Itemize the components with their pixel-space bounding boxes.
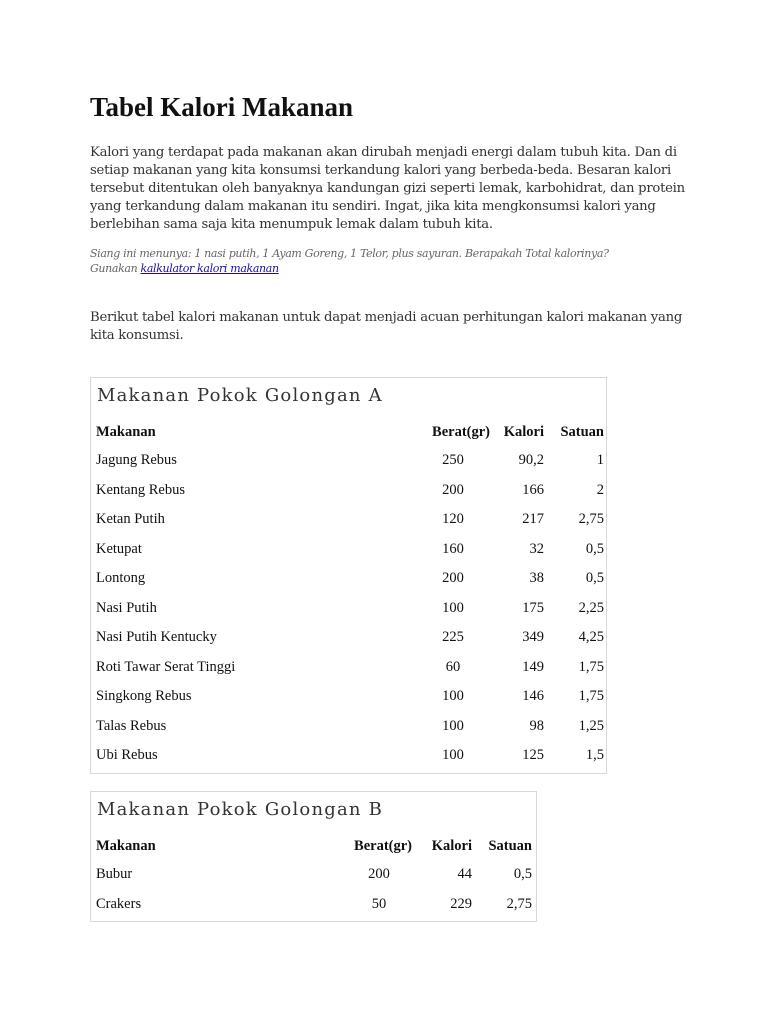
table-golongan-a [90, 377, 607, 774]
table-row [96, 682, 604, 712]
cell-kalori: 98 [529, 717, 544, 734]
cell-satuan: 1,75 [578, 658, 604, 675]
cell-makanan: Kentang Rebus [96, 481, 185, 498]
menu-note [90, 246, 690, 276]
header-berat: Berat(gr) [432, 423, 490, 440]
cell-makanan: Ubi Rebus [96, 747, 158, 764]
header-berat: Berat(gr) [354, 837, 412, 854]
table-row [96, 594, 604, 624]
cell-kalori: 38 [529, 570, 544, 587]
cell-satuan: 0,5 [585, 570, 604, 587]
header-makanan: Makanan [96, 837, 156, 854]
table-row [96, 505, 604, 535]
table-row [96, 476, 604, 506]
table-row [96, 741, 604, 771]
page-title: Tabel Kalori Makanan [90, 92, 354, 122]
table-row [96, 712, 604, 742]
cell-makanan: Crakers [96, 895, 142, 912]
cell-makanan: Ketan Putih [96, 511, 165, 528]
cell-makanan: Jagung Rebus [96, 452, 177, 469]
cell-kalori: 217 [522, 511, 544, 528]
cell-berat: 225 [442, 629, 464, 646]
calorie-table [96, 832, 532, 919]
cell-makanan: Bubur [96, 866, 133, 883]
cell-makanan: Lontong [96, 570, 146, 587]
cell-satuan: 2,75 [578, 511, 604, 528]
calorie-table [96, 418, 604, 771]
lead-paragraph: Berikut tabel kalori makanan untuk dapat menjadi acuan perhitungan kalori makanan yang kita konsumsi. [90, 310, 683, 343]
cell-makanan: Roti Tawar Serat Tinggi [96, 658, 236, 675]
cell-kalori: 32 [529, 540, 544, 557]
cell-berat: 200 [442, 481, 464, 498]
cell-kalori: 229 [450, 895, 472, 912]
cell-satuan: 1,25 [578, 717, 604, 734]
header-satuan: Satuan [488, 837, 532, 854]
table-row [96, 535, 604, 565]
cell-satuan: 1 [596, 452, 604, 469]
table-title: Makanan Pokok Golongan A [97, 385, 383, 406]
cell-satuan: 2,25 [578, 599, 604, 616]
cell-berat: 100 [442, 688, 464, 705]
cell-kalori: 166 [522, 481, 544, 498]
cell-satuan: 0,5 [585, 540, 604, 557]
cell-berat: 120 [442, 511, 464, 528]
cell-berat: 160 [442, 540, 464, 557]
cell-berat: 100 [442, 747, 464, 764]
cell-berat: 60 [445, 658, 461, 675]
header-kalori: Kalori [431, 837, 472, 854]
cell-kalori: 90,2 [518, 452, 544, 469]
cell-satuan: 1,75 [578, 688, 604, 705]
cell-satuan: 2,75 [506, 895, 532, 912]
cell-berat: 100 [442, 717, 464, 734]
cell-kalori: 125 [522, 747, 544, 764]
cell-satuan: 1,5 [585, 747, 604, 764]
cell-kalori: 349 [522, 629, 544, 646]
cell-makanan: Nasi Putih [96, 599, 157, 616]
cell-kalori: 44 [457, 866, 472, 883]
table-row [96, 564, 604, 594]
cell-kalori: 175 [522, 599, 544, 616]
cell-satuan: 4,25 [578, 629, 604, 646]
cell-kalori: 149 [522, 658, 544, 675]
cell-berat: 200 [442, 570, 464, 587]
cell-makanan: Nasi Putih Kentucky [96, 629, 217, 646]
cell-satuan: 2 [596, 481, 604, 498]
cell-kalori: 146 [522, 688, 544, 705]
cell-berat: 50 [371, 895, 387, 912]
cell-berat: 250 [442, 452, 464, 469]
cell-berat: 100 [442, 599, 464, 616]
cell-berat: 200 [368, 866, 390, 883]
table-title: Makanan Pokok Golongan B [97, 799, 384, 820]
cell-makanan: Singkong Rebus [96, 688, 192, 705]
cell-makanan: Ketupat [96, 540, 142, 557]
menu-note-prefix: Gunakan [90, 262, 141, 275]
table-row [96, 653, 604, 683]
table-header-row [96, 418, 604, 446]
header-makanan: Makanan [96, 423, 156, 440]
cell-makanan: Talas Rebus [96, 717, 167, 734]
table-header-row [96, 832, 532, 860]
calorie-calculator-link[interactable]: kalkulator kalori makanan [140, 262, 279, 275]
table-row [96, 623, 604, 653]
cell-satuan: 0,5 [513, 866, 532, 883]
table-row [96, 446, 604, 476]
table-row [96, 890, 532, 920]
header-kalori: Kalori [503, 423, 544, 440]
table-golongan-b [90, 791, 537, 922]
table-row [96, 860, 532, 890]
menu-note-line: Siang ini menunya: 1 nasi putih, 1 Ayam Goreng, 1 Telor, plus sayuran. Berapakah Total kalorinya? [90, 247, 609, 260]
intro-paragraph: Kalori yang terdapat pada makanan akan dirubah menjadi energi dalam tubuh kita. Dan di setiap makanan yang kita konsumsi terkandung kalori yang berbeda-beda. Besaran kalori tersebut ditentukan oleh banyaknya kandungan gizi seperti lemak, karbohidrat, dan protein yang terkandung dalam makanan itu sendiri. Ingat, jika kita mengkonsumsi kalori yang berlebihan sama saja kita menumpuk lemak dalam tubuh kita. [90, 145, 685, 232]
header-satuan: Satuan [560, 423, 604, 440]
